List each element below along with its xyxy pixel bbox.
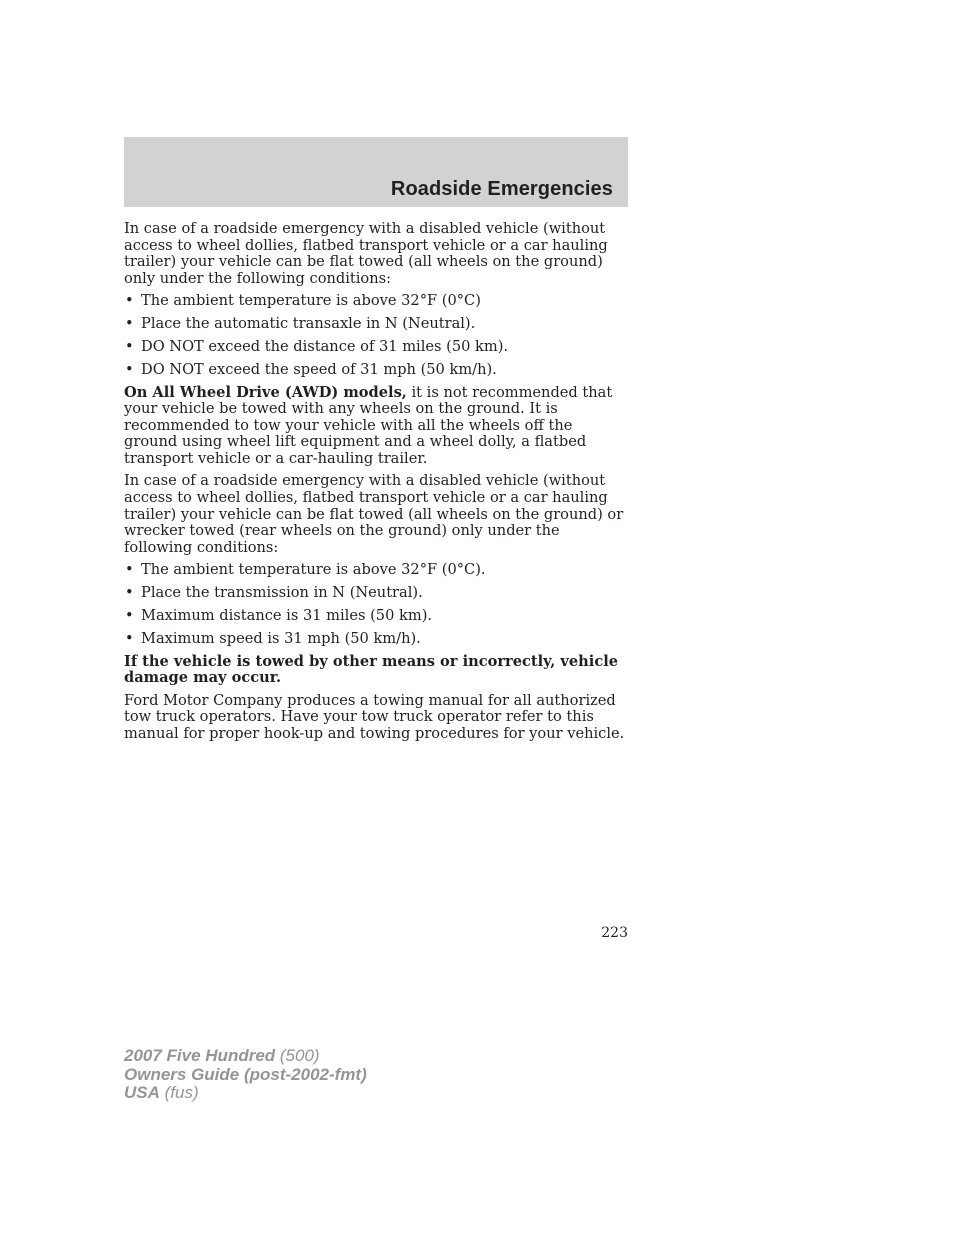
footer-model-name: 2007 Five Hundred — [124, 1046, 276, 1065]
paragraph-intro-rwd: In case of a roadside emergency with a disabled vehicle (without access to wheel dollies, flatbed transport vehicle or a car hauling trailer) your vehicle can be flat towed (all wheels on the ground) or wrecker towed (rear wheels on the ground) only under the following conditions: — [124, 472, 624, 556]
bullet-icon: • — [125, 337, 134, 355]
footer-line-guide — [124, 1066, 367, 1085]
paragraph-awd — [124, 385, 628, 468]
list-item — [124, 316, 628, 333]
section-header-bar — [124, 137, 628, 207]
conditions-list-fwd — [124, 293, 628, 378]
list-item-text: Maximum distance is 31 miles (50 km). — [141, 607, 433, 624]
bullet-icon: • — [125, 629, 134, 647]
section-title: Roadside Emergencies — [390, 178, 613, 200]
list-item — [124, 339, 628, 356]
paragraph-closing: Ford Motor Company produces a towing manual for all authorized tow truck operators. Have your tow truck operator refer to this manual for proper hook-up and towing procedures for your vehicle. — [124, 691, 625, 742]
footer-market-code: (fus) — [159, 1083, 199, 1102]
bullet-icon: • — [125, 360, 134, 378]
page-number: 223 — [601, 925, 628, 941]
bullet-icon: • — [125, 584, 134, 602]
awd-body-text: it is not recommended that your vehicle be towed with any wheels on the ground. It is recommended to tow your vehicle with all the wheels off the ground using wheel lift equipment and a wheel dolly, a flatbed transport vehicle or a car-hauling trailer. — [124, 383, 613, 467]
conditions-list-rwd — [124, 562, 628, 647]
bullet-icon: • — [125, 315, 134, 333]
list-item-text: DO NOT exceed the distance of 31 miles (50 km). — [141, 337, 509, 355]
bullet-icon: • — [125, 561, 134, 579]
footer-market-name: USA — [124, 1083, 160, 1102]
footer-line-market — [124, 1084, 367, 1103]
list-item-text: The ambient temperature is above 32°F (0°C). — [141, 561, 486, 579]
list-item — [124, 608, 628, 625]
footer-model-code: (500) — [275, 1046, 320, 1065]
document-footer — [124, 1047, 367, 1103]
bullet-icon: • — [125, 607, 134, 624]
list-item — [124, 362, 628, 379]
list-item — [124, 293, 628, 310]
list-item-text: The ambient temperature is above 32°F (0°C) — [141, 292, 481, 310]
footer-guide-name: Owners Guide (post-2002-fmt) — [124, 1064, 367, 1084]
list-item — [124, 562, 628, 579]
list-item-text: Place the transmission in N (Neutral). — [141, 584, 423, 602]
list-item-text: Maximum speed is 31 mph (50 km/h). — [141, 629, 421, 647]
list-item — [124, 631, 628, 648]
list-item-text: Place the automatic transaxle in N (Neutral). — [141, 315, 476, 333]
list-item-text: DO NOT exceed the speed of 31 mph (50 km/h). — [141, 360, 497, 378]
paragraph-intro-fwd: In case of a roadside emergency with a disabled vehicle (without access to wheel dollies, flatbed transport vehicle or a car hauling trailer) your vehicle can be flat towed (all wheels on the ground) only under the following conditions: — [124, 220, 608, 287]
list-item — [124, 585, 628, 602]
warning-paragraph: If the vehicle is towed by other means or incorrectly, vehicle damage may occur. — [124, 652, 619, 687]
bullet-icon: • — [125, 292, 134, 310]
page-content — [124, 221, 628, 749]
awd-lead-text: On All Wheel Drive (AWD) models, — [124, 383, 407, 401]
footer-line-model — [124, 1047, 367, 1066]
